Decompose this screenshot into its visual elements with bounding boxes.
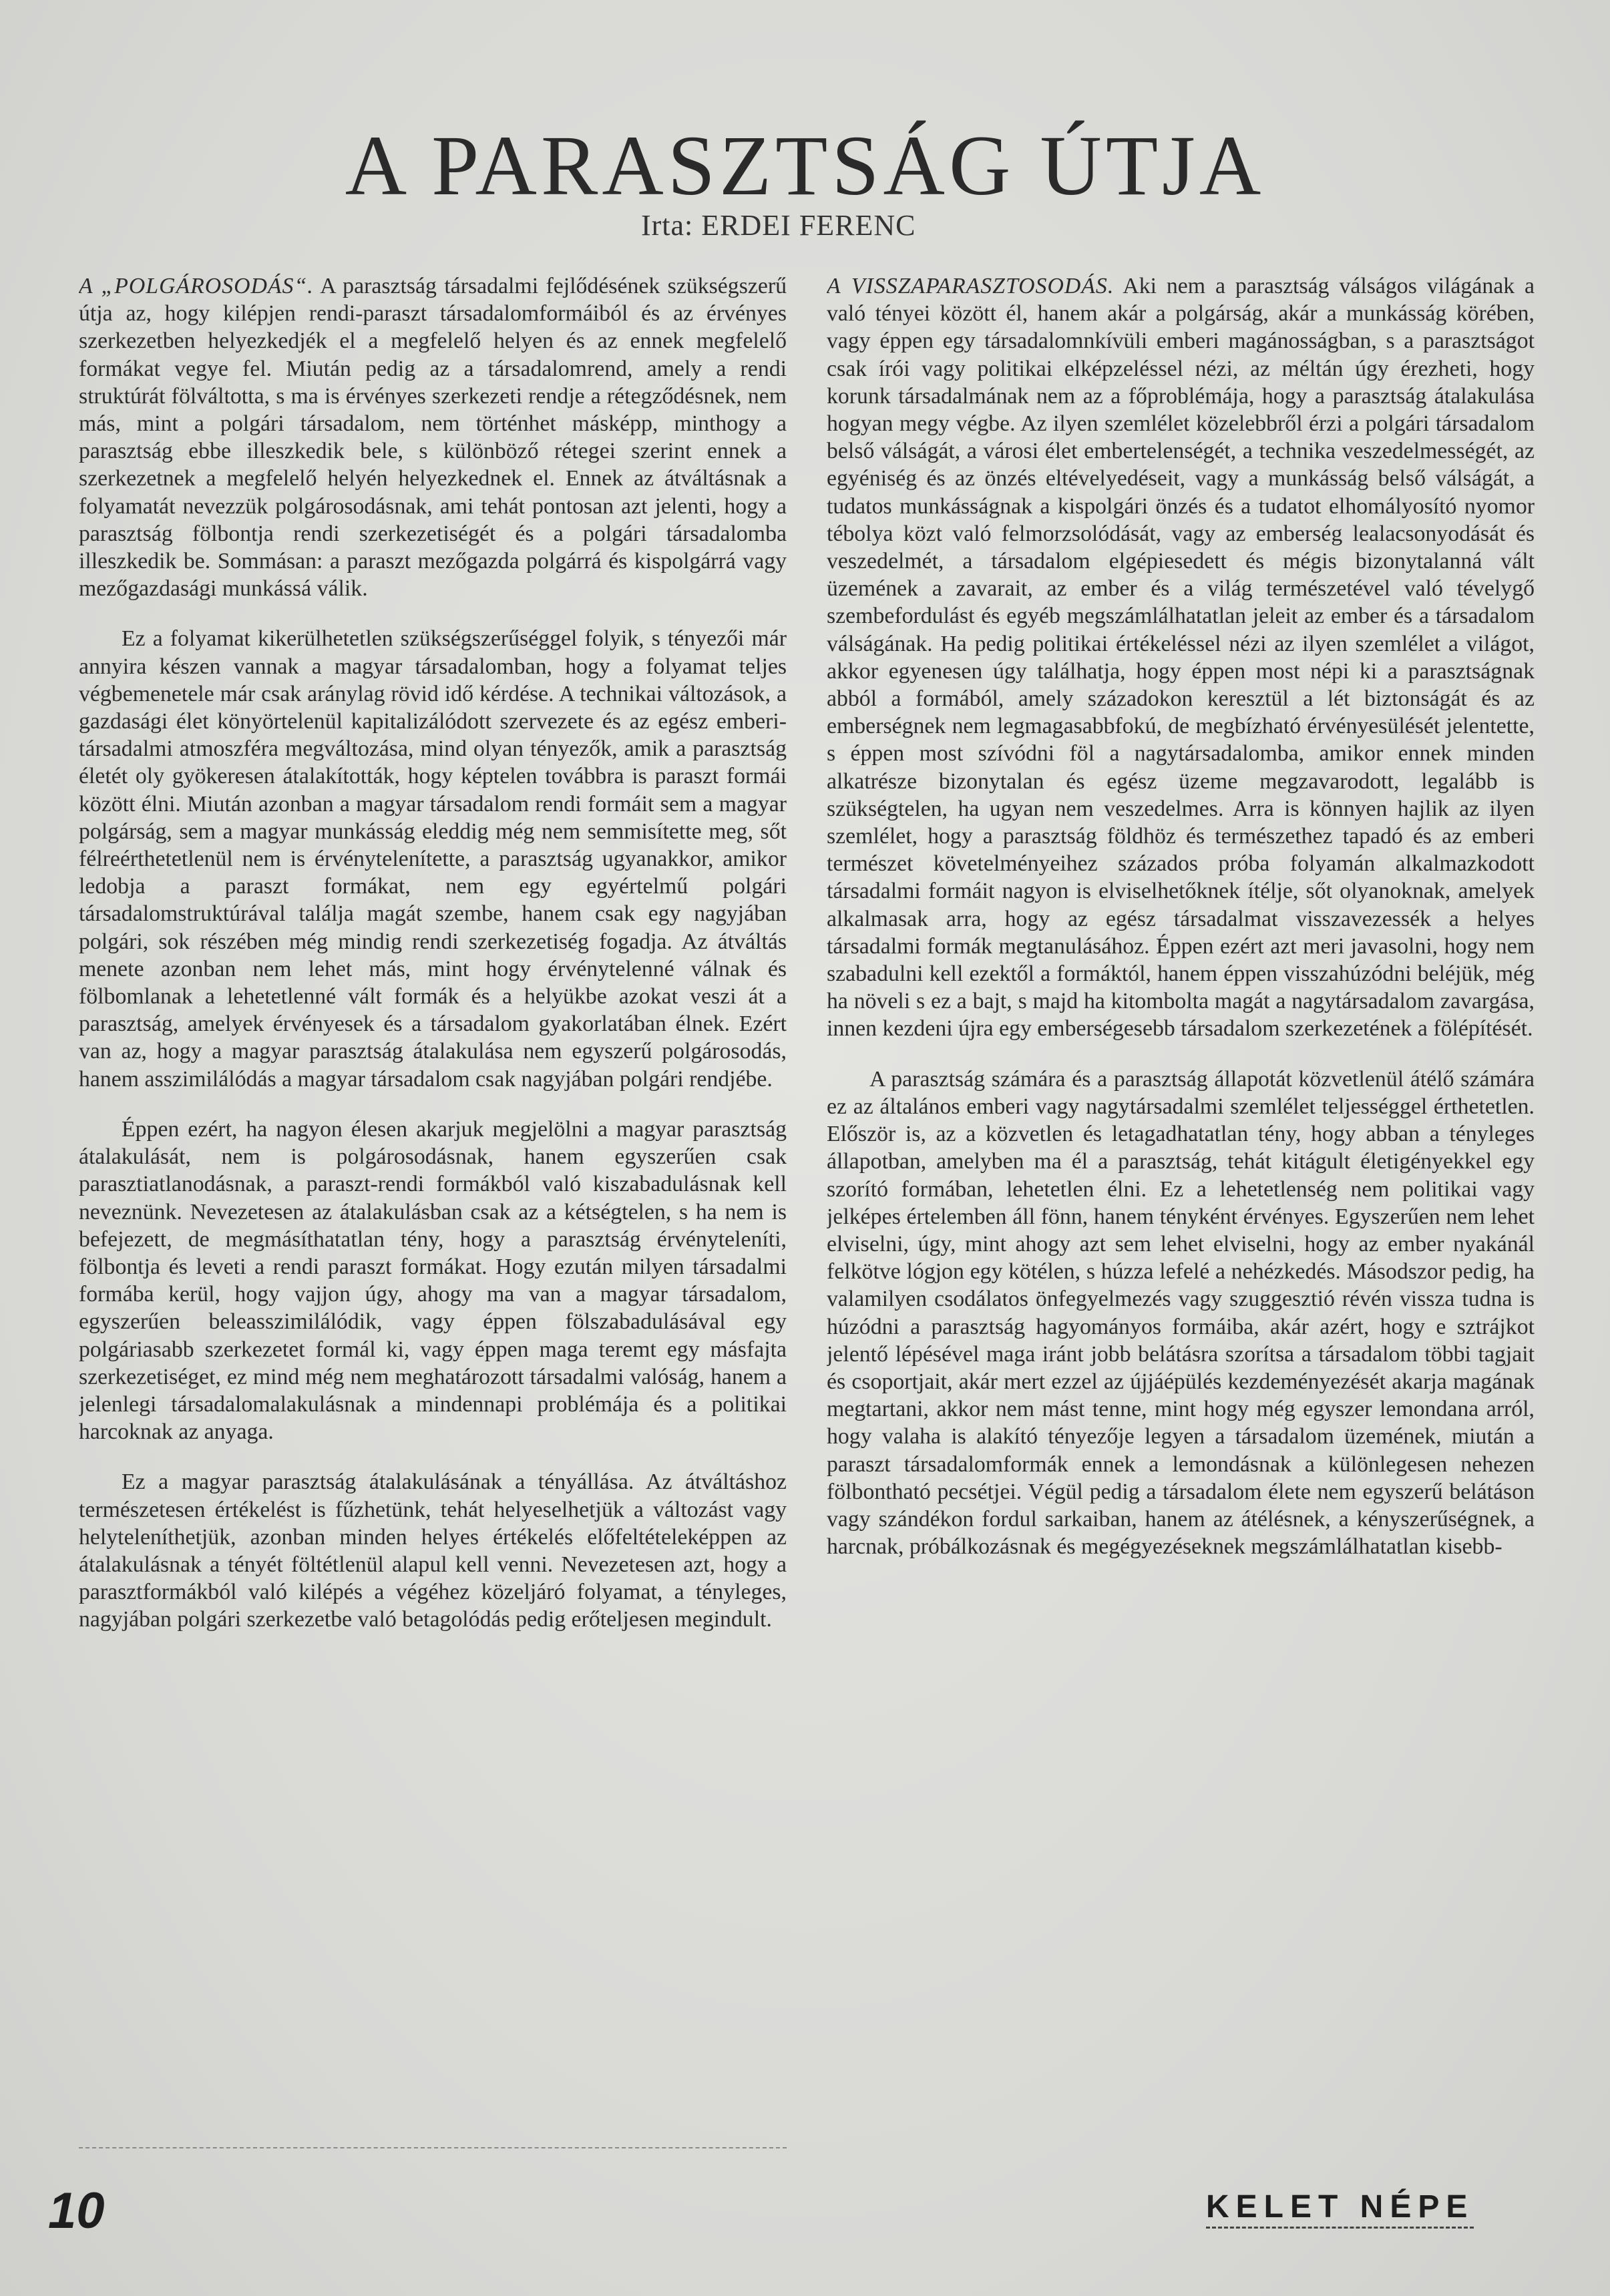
left-paragraph-4: Ez a magyar parasztság átalakulásának a tényállása. Az átváltáshoz természetesen értékelést is fűzhetünk, tehát helyeselhetjük a változást vagy helyteleníthetjük, azonban minden helyes értékelés előfeltételeképpen az átalakulásnak a tényét föltétlenül alapul kell venni. Nevezetesen azt, hogy a parasztformákból való kilépés a végéhez közeljáró folyamat, a tényleges, nagyjában polgári szerkezetbe való betagolódás pedig erőteljesen megindult.: [79, 1469, 787, 1632]
journal-name: KELET NÉPE: [1206, 2189, 1474, 2229]
article-title: A PARASZTSÁG ÚTJA: [345, 118, 1265, 213]
left-paragraph-1-text: A parasztság társadalmi fejlődésének szükségszerű útja az, hogy kilépjen rendi-paraszt társadalomformáiból és az érvényes szerkezetben helyezkedjék el a megfelelő helyen és az ennek megfelelő formákat vegye fel. Miután pedig az a társadalomrend, amely a rendi struktúrát fölváltotta, s ma is érvényes szerkezeti rendje a rétegződésnek, nem más, mint a polgári társadalom, nem történhet másképp, minthogy a parasztság ebbe illeszkedik bele, s különböző rétegei szerint ennek a szerkezetnek a megfelelő helyén helyezkednek el. Ennek az átváltásnak a folyamatát nevezzük polgárosodásnak, ami tehát pontosan azt jelenti, hogy a parasztság fölbontja rendi szerkezetiségét és a polgári társadalomba illeszkedik be. Sommásan: a paraszt mezőgazda polgárrá és kispolgárrá vagy mezőgazdasági munkássá válik.: [79, 274, 787, 602]
section-heading-visszaparasztosodas: A VISSZAPARASZTOSODÁS.: [827, 274, 1115, 298]
right-column: [827, 272, 1535, 2148]
right-paragraph-1-text: Aki nem a parasztság válságos világának a való tényei között él, hanem akár a polgárság, akár a munkásság körében, vagy éppen egy társadalomnkívüli emberi magánosságban, s a parasztságot csak írói vagy politikai elképzeléssel nézi, az méltán úgy érezheti, hogy korunk társadalmának nem az a főproblémája, hogy a parasztság átalakulása hogyan megy végbe. Az ilyen szemlélet közelebbről érzi a polgári társadalom belső válságát, a városi élet embertelenségét, a technika veszedelmességét, az egyéniség és az önzés eltévelyedéseit, vagy a munkásság belső válságát, a tudatos munkásságnak a kispolgári önzés és a tudatot elhomályosító nyomor tébolya közt való felmorzsolódását, vagy az emberség lealacsonyodását és veszedelmét, a társadalom elgépiesedett és mégis bizonytalanná vált üzemének a zavarait, az ember és a világ természetével való tévelygő szembefordulást és egyéb megszámlálhatatlan jeleit az ember és a társadalom válságának. Ha pedig politikai értékeléssel nézi az ilyen szemlélet a világot, akkor egyenesen úgy találhatja, hogy éppen most népi ki a parasztságnak abból a formából, amely századokon keresztül a lét biztonságát és az emberségnek nem legmagasabbfokú, de megbízható érvényesülését jelentette, s éppen most szívódni föl a nagytársadalomba, amikor ennek minden alkatrésze bizonytalan és egész üzeme megzavarodott, legalább is szükségtelen, ha ugyan nem veszedelmes. Arra is könnyen hajlik az ilyen szemlélet, hogy a parasztság földhöz és természethez tapadó és az emberi természet követelményeihez százados próba folyamán alkalmazkodott társadalmi formáit nagyon is elviselhetőknek ítélje, sőt olyanoknak, amelyek alkalmasak arra, hogy az egész társadalmat visszavezessék a helyes társadalmi formák megtanulásához. Éppen ezért azt meri javasolni, hogy nem szabadulni kell ezektől a formáktól, hanem éppen visszahúzódni beléjük, még ha növeli s ez a bajt, s majd ha kitombolta magát a nagytársadalom zavargása, innen kezdeni újra egy emberségesebb társadalom szerkezetének a fölépítését.: [827, 274, 1535, 1042]
right-paragraph-1: [827, 272, 1535, 1043]
left-paragraph-3: Éppen ezért, ha nagyon élesen akarjuk megjelölni a magyar parasztság átalakulását, nem is polgárosodásnak, hanem egyszerűen csak parasztiatlanodásnak, a paraszt-rendi formákból való kiszabadulásnak kell neveznünk. Nevezetesen az átalakulásban csak az a kétségtelen, s ha nem is befejezett, de megmásíthatatlan tény, hogy a parasztság érvényteleníti, fölbontja és leveti a rendi paraszt formákat. Hogy ezután milyen társadalmi formába kerül, hogy vajjon úgy, ahogy ma van a magyar társadalom, egyszerűen beleasszimilálódik, vagy éppen fölszabadulásával egy polgáriasabb szerkezetet formál ki, vagy éppen maga teremt egy másfajta szerkezetiséget, ez mind még nem meghatározott társadalmi valóság, hanem a jelenlegi társadalomalakulásnak a mindennapi problémája és a politikai harcoknak az anyaga.: [79, 1116, 787, 1445]
article-byline: Irta: ERDEI FERENC: [641, 209, 916, 242]
left-paragraph-1: [79, 272, 787, 602]
right-paragraph-2: A parasztság számára és a parasztság állapotát közvetlenül átélő számára ez az általános emberi vagy nagytársadalmi szemlélet teljességgel érthetetlen. Először is, az a közvetlen és letagadhatatlan tény, hogy abban a tényleges állapotban, amelyben ma él a parasztság, tehát kitágult életigényekkel egy szorító formában, lehetetlen élni. Ez a lehetetlenség nem politikai vagy jelképes értelemben áll fönn, hanem tényként érvényes. Egyszerűen nem lehet elviselni, úgy, mint ahogy azt sem lehet elviselni, hogy az ember nyakánál felkötve lógjon egy kötélen, s húzza lefelé a nehézkedés. Másodszor pedig, ha valamilyen csodálatos önfegyelmezés vagy szuggesztió révén vissza tudna is húzódni a parasztság hagyományos formáiba, akár azért, hogy e sztrájkot jelentő lépésével maga iránt jobb belátásra szorítsa a társadalom többi tagjait és csoportjait, akár mert ezzel az újjáépülés kezdeményezését akarja magának megtartani, akkor nem mást tenne, mint hogy még egyszer lemondana arról, hogy valaha is alakító tényezője legyen a társadalom üzemének, miután a paraszt társadalomformák ennek a lemondásnak a különlegesen nehezen fölbontható pecsétjei. Végül pedig a társadalom élete nem egyszerű belátáson vagy szándékon fordul sarkaiban, hanem az átélésnek, a kényszerűségnek, a harcnak, próbálkozásnak és megégyezéseknek megszámlálhatatlan kisebb-: [827, 1066, 1535, 1560]
page-number: 10: [48, 2183, 105, 2239]
column-end-rule: [79, 2147, 787, 2148]
section-heading-polgarosodas: A „POLGÁROSODÁS“.: [79, 274, 314, 298]
left-paragraph-2: Ez a folyamat kikerülhetetlen szükségszerűséggel folyik, s tényezői már annyira készen vannak a magyar társadalomban, hogy a folyamat teljes végbemenetele már csak aránylag rövid idő kérdése. A technikai változások, a gazdasági élet könyörtelenül kapitalizálódott szervezete és az egész emberi-társadalmi atmoszféra megváltozása, mind olyan tényezők, amik a parasztság életét oly gyökeresen átalakították, hogy képtelen továbbra is paraszt formái között élni. Miután azonban a magyar társadalom rendi formáit sem a magyar polgárság, sem a magyar munkásság eleddig még nem semmisítette meg, sőt félreérthetetlenül nem is érvénytelenítette, a parasztság ugyanakkor, amikor ledobja a paraszt formákat, nem egy egyértelmű polgári társadalomstruktúrával találja magát szembe, hanem csak egy nagyjában polgári, sok részében még mindig rendi szerkezetiség fogadja. Az átváltás menete azonban nem lehet más, mint hogy érvénytelenné válnak és fölbomlanak a lehetetlenné vált formák és a helyükbe azokat veszi át a parasztság, amelyek érvényesek és a társadalom gyakorlatában élnek. Ezért van az, hogy a magyar parasztság átalakulása nem egyszerű polgárosodás, hanem asszimilálódás a magyar társadalom csak nagyjában polgári rendjébe.: [79, 626, 787, 1092]
left-column: [79, 272, 787, 2148]
